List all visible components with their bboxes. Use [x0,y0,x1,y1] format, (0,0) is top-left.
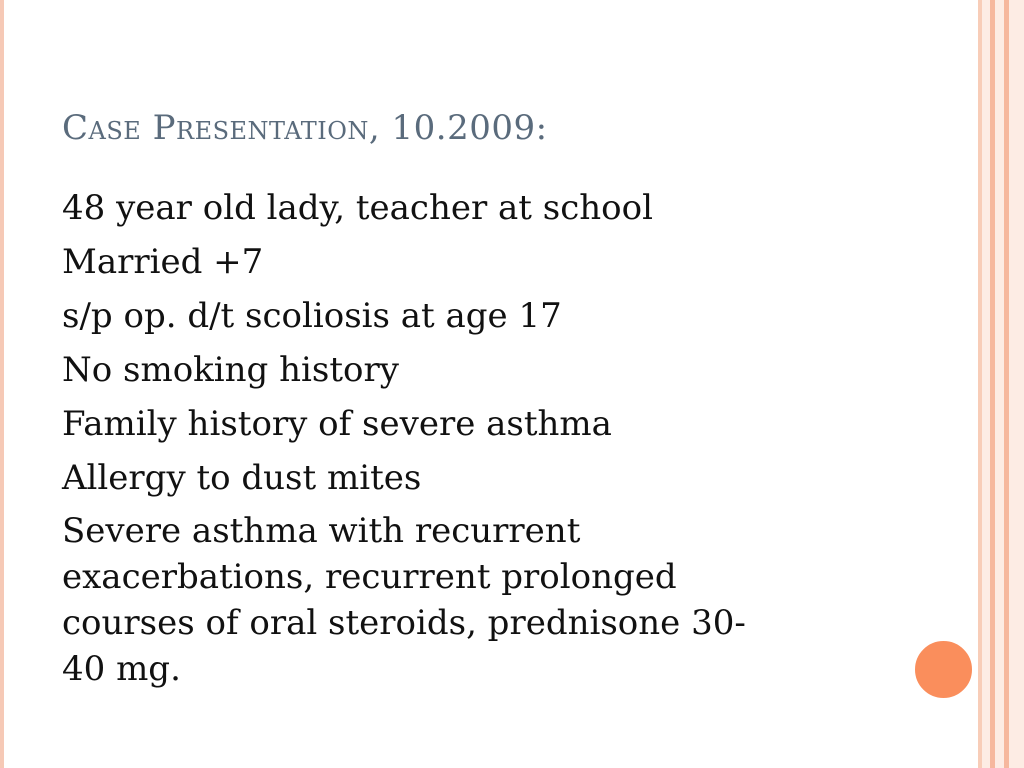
bullet-item: Severe asthma with recurrent exacerbations, recurrent prolonged courses of oral steroids, prednisone 30- 40 mg. [62,511,746,689]
bullet-item: No smoking history [62,350,399,390]
bullet-item: Married +7 [62,242,264,282]
right-border-stripe [1009,0,1024,768]
right-border-stripe [982,0,990,768]
bullet-item: Family history of severe asthma [62,404,612,444]
bullet-item: Allergy to dust mites [62,458,422,498]
left-border [0,0,4,768]
bullet-item: 48 year old lady, teacher at school [62,188,653,228]
bullet-list [62,184,852,697]
decorative-circle [913,639,974,700]
right-border-stripe [995,0,1004,768]
bullet-item: s/p op. d/t scoliosis at age 17 [62,296,562,336]
slide-title: Case Presentation, 10.2009: [62,108,548,148]
